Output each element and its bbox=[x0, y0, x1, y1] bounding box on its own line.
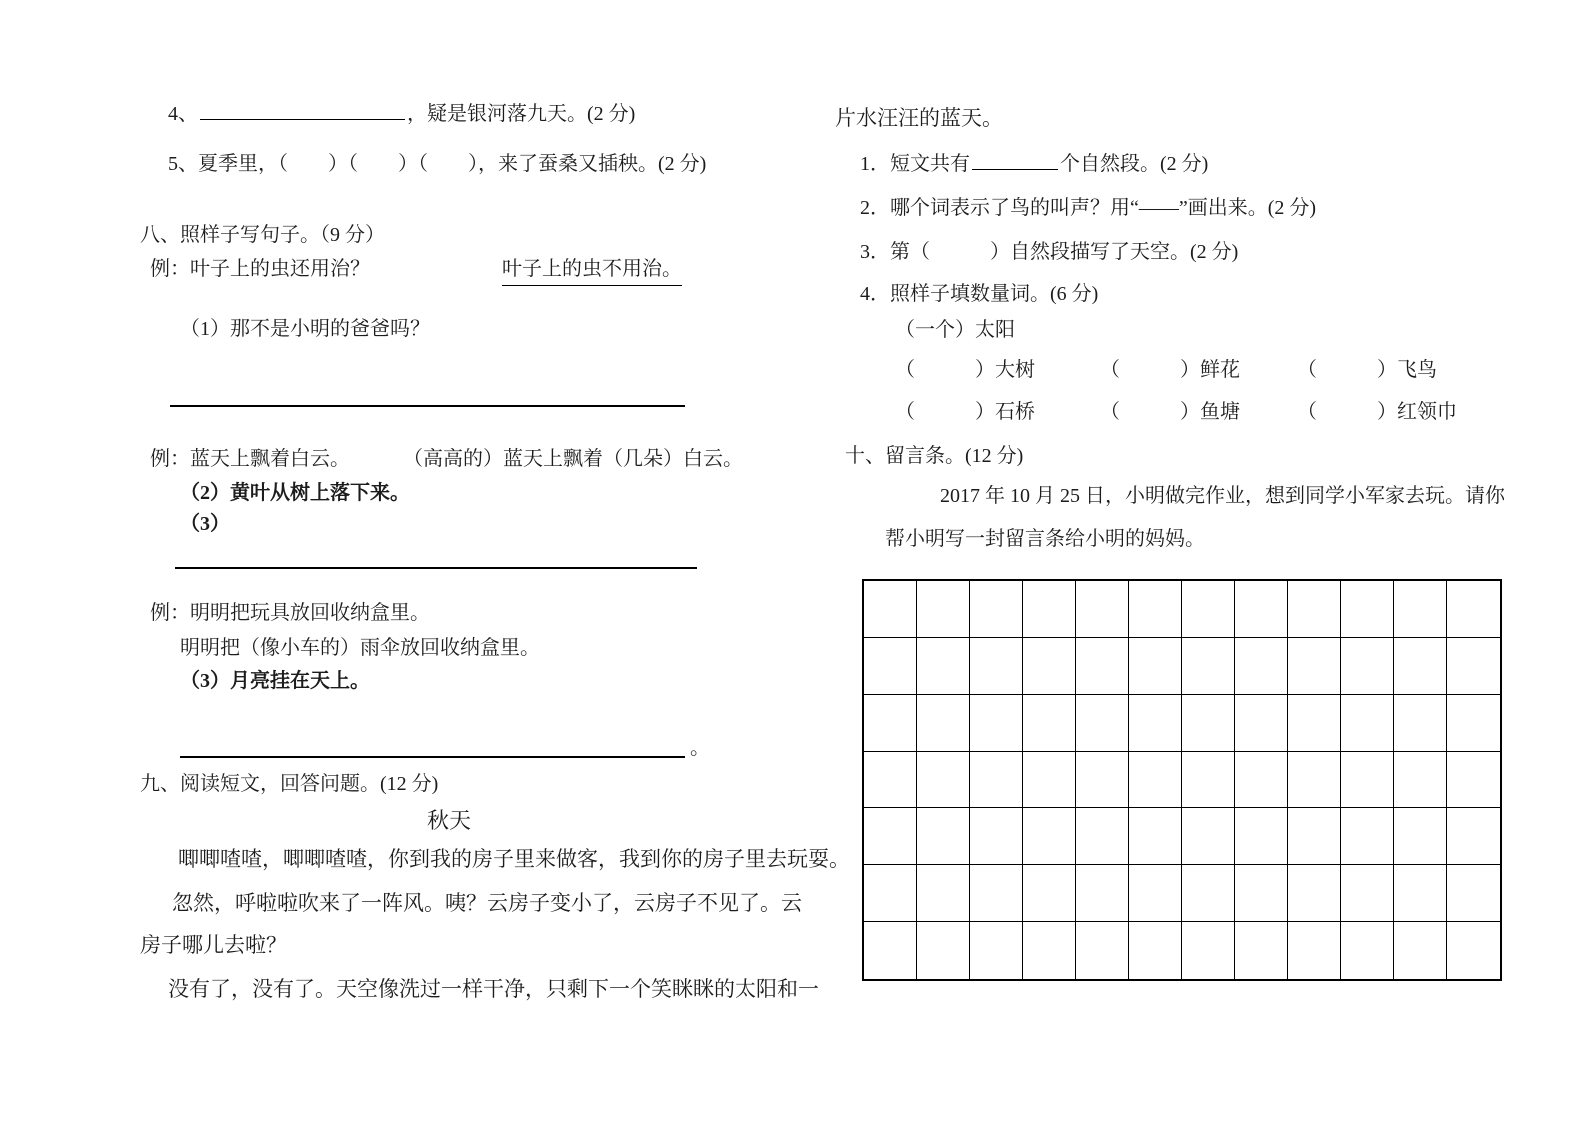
grid-cell bbox=[1076, 695, 1129, 752]
grid-cell bbox=[1235, 808, 1288, 865]
grid-cell bbox=[1129, 808, 1182, 865]
reading-question-3: 3．第（ ）自然段描写了天空。(2 分) bbox=[860, 241, 1239, 263]
grid-cell bbox=[1129, 638, 1182, 695]
grid-cell bbox=[1023, 922, 1076, 979]
grid-cell bbox=[864, 695, 917, 752]
section-8-heading: 八、照样子写句子。（9 分） bbox=[140, 224, 385, 246]
grid-cell bbox=[1235, 865, 1288, 922]
grid-cell bbox=[1235, 752, 1288, 809]
example-1-question: 例：叶子上的虫还用治？ bbox=[150, 258, 370, 280]
example-3-line-1: 例：明明把玩具放回收纳盒里。 bbox=[150, 602, 430, 624]
answer-blank bbox=[200, 100, 405, 120]
passage-line-2: 忽然，呼啦啦吹来了一阵风。咦？云房子变小了，云房子不见了。云 bbox=[172, 892, 802, 915]
section-8-item-3: （3）月亮挂在天上。 bbox=[180, 670, 370, 692]
answer-line bbox=[180, 756, 685, 758]
section-8-item-1: （1）那不是小明的爸爸吗？ bbox=[180, 318, 430, 340]
answer-line bbox=[170, 405, 685, 407]
grid-cell bbox=[1129, 752, 1182, 809]
grid-cell bbox=[1076, 808, 1129, 865]
grid-cell bbox=[1182, 808, 1235, 865]
grid-cell bbox=[1341, 922, 1394, 979]
grid-cell bbox=[1394, 922, 1447, 979]
fill-blank-question-5: 5、夏季里，（ ）（ ）（ ），来了蚕桑又插秧。(2 分) bbox=[168, 153, 707, 175]
grid-cell bbox=[1394, 581, 1447, 638]
grid-cell bbox=[1447, 922, 1500, 979]
grid-cell bbox=[1182, 865, 1235, 922]
grid-cell bbox=[1129, 922, 1182, 979]
grid-cell bbox=[970, 581, 1023, 638]
grid-cell bbox=[1394, 865, 1447, 922]
example-1-answer: 叶子上的虫不用治。 bbox=[502, 257, 682, 286]
grid-cell bbox=[864, 752, 917, 809]
grid-cell bbox=[1129, 695, 1182, 752]
grid-cell bbox=[1394, 638, 1447, 695]
section-9-heading: 九、阅读短文，回答问题。(12 分) bbox=[140, 773, 439, 795]
passage-title: 秋天 bbox=[427, 808, 472, 833]
question-1-prefix: 1．短文共有 bbox=[860, 153, 970, 175]
grid-cell bbox=[1288, 752, 1341, 809]
grid-cell bbox=[1235, 922, 1288, 979]
grid-cell bbox=[1182, 695, 1235, 752]
grid-cell bbox=[917, 752, 970, 809]
grid-cell bbox=[1447, 865, 1500, 922]
grid-cell bbox=[1288, 922, 1341, 979]
grid-cell bbox=[917, 922, 970, 979]
reading-question-2: 2．哪个词表示了鸟的叫声？用“——”画出来。(2 分) bbox=[860, 197, 1317, 219]
grid-cell bbox=[1182, 922, 1235, 979]
answer-blank bbox=[972, 150, 1058, 170]
grid-cell bbox=[1023, 865, 1076, 922]
grid-cell bbox=[1076, 752, 1129, 809]
grid-cell bbox=[1129, 865, 1182, 922]
grid-cell bbox=[1288, 865, 1341, 922]
grid-cell bbox=[1447, 638, 1500, 695]
grid-cell bbox=[1023, 752, 1076, 809]
grid-cell bbox=[1341, 752, 1394, 809]
question-4-prefix: 4、 bbox=[168, 103, 198, 125]
quantifier-item: （ ）大树 bbox=[895, 359, 1035, 381]
grid-cell bbox=[1235, 695, 1288, 752]
grid-cell bbox=[1076, 638, 1129, 695]
grid-cell bbox=[864, 865, 917, 922]
grid-cell bbox=[970, 808, 1023, 865]
grid-cell bbox=[917, 638, 970, 695]
grid-cell bbox=[1182, 581, 1235, 638]
grid-cell bbox=[1023, 581, 1076, 638]
passage-continuation: 片水汪汪的蓝天。 bbox=[835, 107, 1003, 130]
section-10-instruction-1: 2017 年 10 月 25 日，小明做完作业，想到同学小军家去玩。请你 bbox=[940, 485, 1505, 507]
answer-line-period: 。 bbox=[690, 737, 710, 759]
quantifier-item: （ ）红领巾 bbox=[1297, 401, 1457, 423]
grid-cell bbox=[1023, 808, 1076, 865]
grid-cell bbox=[1288, 581, 1341, 638]
grid-cell bbox=[1341, 581, 1394, 638]
grid-cell bbox=[1182, 752, 1235, 809]
grid-cell bbox=[1235, 581, 1288, 638]
grid-cell bbox=[917, 808, 970, 865]
quantifier-item: （ ）鱼塘 bbox=[1100, 401, 1240, 423]
grid-cell bbox=[1129, 581, 1182, 638]
answer-line bbox=[175, 567, 697, 569]
grid-cell bbox=[1447, 808, 1500, 865]
grid-cell bbox=[1447, 752, 1500, 809]
grid-cell bbox=[1182, 638, 1235, 695]
section-8-item-3-label: （3） bbox=[180, 513, 230, 535]
fill-blank-question-4 bbox=[168, 100, 635, 127]
grid-cell bbox=[1235, 638, 1288, 695]
quantifier-example: （一个）太阳 bbox=[895, 319, 1015, 341]
grid-cell bbox=[1447, 695, 1500, 752]
grid-cell bbox=[970, 638, 1023, 695]
grid-cell bbox=[864, 638, 917, 695]
grid-cell bbox=[917, 695, 970, 752]
reading-question-1 bbox=[860, 150, 1208, 177]
grid-cell bbox=[1394, 695, 1447, 752]
example-3-line-2: 明明把（像小车的）雨伞放回收纳盒里。 bbox=[180, 637, 540, 659]
example-2-answer: （高高的）蓝天上飘着（几朵）白云。 bbox=[403, 448, 743, 470]
grid-cell bbox=[970, 752, 1023, 809]
section-10-heading: 十、留言条。(12 分) bbox=[845, 445, 1024, 467]
reading-question-4-heading: 4．照样子填数量词。(6 分) bbox=[860, 283, 1099, 305]
quantifier-item: （ ）石桥 bbox=[895, 401, 1035, 423]
grid-cell bbox=[1341, 865, 1394, 922]
grid-cell bbox=[1341, 695, 1394, 752]
grid-cell bbox=[1394, 808, 1447, 865]
grid-cell bbox=[1023, 695, 1076, 752]
section-10-instruction-2: 帮小明写一封留言条给小明的妈妈。 bbox=[885, 528, 1205, 550]
grid-cell bbox=[1394, 752, 1447, 809]
grid-cell bbox=[1076, 581, 1129, 638]
grid-cell bbox=[1288, 695, 1341, 752]
example-2-question: 例：蓝天上飘着白云。 bbox=[150, 448, 350, 470]
grid-cell bbox=[1288, 638, 1341, 695]
grid-cell bbox=[1076, 865, 1129, 922]
grid-cell bbox=[917, 865, 970, 922]
grid-cell bbox=[970, 865, 1023, 922]
quantifier-item: （ ）飞鸟 bbox=[1297, 359, 1437, 381]
grid-cell bbox=[864, 581, 917, 638]
grid-cell bbox=[1023, 638, 1076, 695]
grid-cell bbox=[1076, 922, 1129, 979]
passage-line-4: 没有了，没有了。天空像洗过一样干净，只剩下一个笑眯眯的太阳和一 bbox=[168, 978, 819, 1001]
question-4-suffix: ，疑是银河落九天。(2 分) bbox=[407, 103, 636, 125]
section-8-item-2: （2）黄叶从树上落下来。 bbox=[180, 482, 410, 504]
grid-cell bbox=[970, 922, 1023, 979]
quantifier-item: （ ）鲜花 bbox=[1100, 359, 1240, 381]
grid-cell bbox=[970, 695, 1023, 752]
passage-line-3: 房子哪儿去啦？ bbox=[140, 934, 287, 957]
writing-grid bbox=[862, 579, 1502, 981]
grid-cell bbox=[1288, 808, 1341, 865]
grid-cell bbox=[1341, 638, 1394, 695]
grid-cell bbox=[1447, 581, 1500, 638]
grid-cell bbox=[917, 581, 970, 638]
grid-cell bbox=[864, 808, 917, 865]
grid-cell bbox=[1341, 808, 1394, 865]
grid-cell bbox=[864, 922, 917, 979]
question-1-suffix: 个自然段。(2 分) bbox=[1060, 153, 1209, 175]
passage-line-1: 唧唧喳喳，唧唧喳喳，你到我的房子里来做客，我到你的房子里去玩耍。 bbox=[178, 848, 850, 871]
